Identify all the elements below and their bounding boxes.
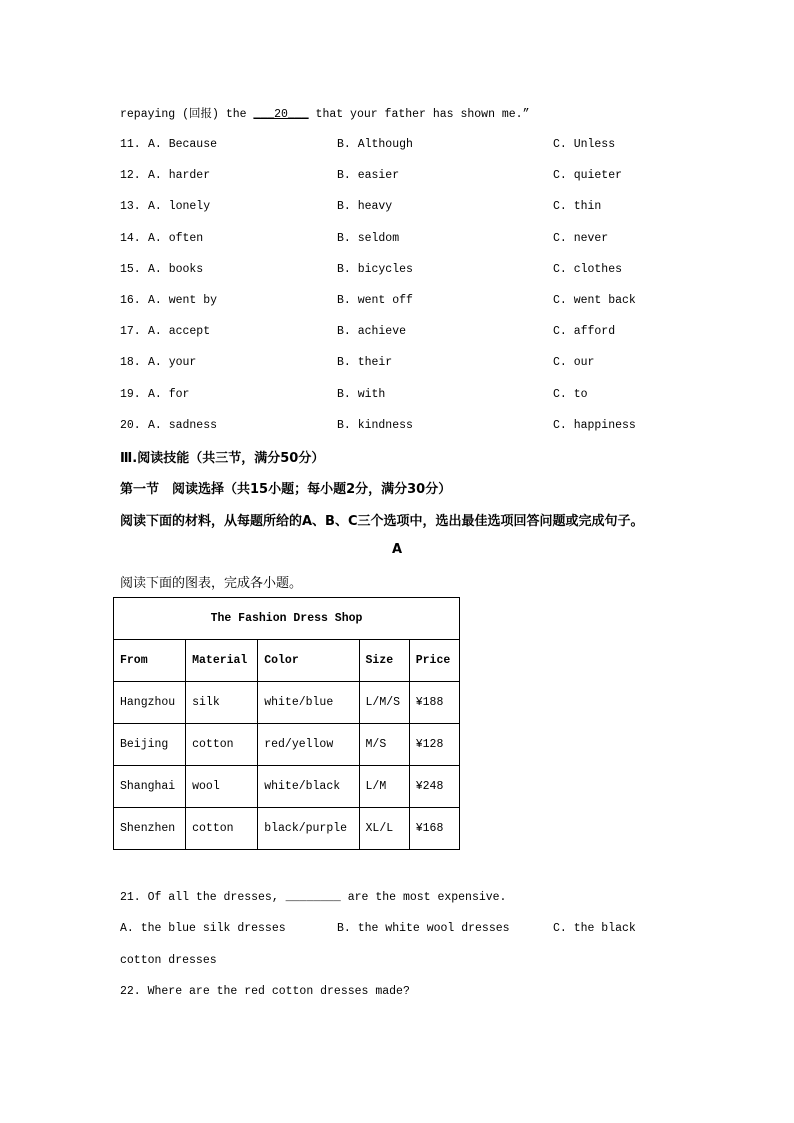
intro-text-end: that your father has shown me.” xyxy=(308,108,530,121)
option-b: B. heavy xyxy=(337,200,393,214)
table-cell: Beijing xyxy=(114,724,186,766)
question-number: 14. xyxy=(120,231,141,245)
table-row xyxy=(114,724,460,766)
option-a: A. your xyxy=(148,356,197,370)
question-number: 12. xyxy=(120,169,141,183)
table-cell: Shanghai xyxy=(114,766,186,808)
question-number: 16. xyxy=(120,294,141,307)
subsection-heading: 第一节 阅读选择（共15小题；每小题2分，满分30分） xyxy=(120,482,452,497)
option-a: A. sadness xyxy=(148,418,218,432)
q21-option-c: C. the black xyxy=(553,922,636,935)
question-22: 22. Where are the red cotton dresses made? xyxy=(120,985,410,998)
table-cell: XL/L xyxy=(359,808,409,850)
option-c: C. to xyxy=(553,387,588,401)
option-a: A. Because xyxy=(148,138,218,151)
option-c: C. thin xyxy=(553,200,602,214)
option-b: B. with xyxy=(337,387,386,401)
table-cell: L/M xyxy=(359,766,409,808)
question-number: 15. xyxy=(120,262,141,276)
blank-20: ___20___ xyxy=(253,108,309,121)
option-c: C. afford xyxy=(553,325,616,339)
option-c: C. went back xyxy=(553,294,636,307)
option-a: A. books xyxy=(148,262,204,276)
table-cell: red/yellow xyxy=(258,724,359,766)
table-cell: black/purple xyxy=(258,808,359,850)
table-cell: ¥188 xyxy=(409,682,459,724)
table-title: The Fashion Dress Shop xyxy=(114,598,460,640)
dress-shop-table xyxy=(113,597,460,850)
option-c: C. quieter xyxy=(553,169,623,183)
part-label: A xyxy=(392,542,403,557)
header-from: From xyxy=(114,640,186,682)
option-b: B. Although xyxy=(337,138,413,151)
table-cell: white/blue xyxy=(258,682,359,724)
option-b: B. went off xyxy=(337,294,413,307)
option-a: A. for xyxy=(148,387,190,401)
section-heading: Ⅲ.阅读技能（共三节，满分50分） xyxy=(120,451,325,466)
option-a: A. harder xyxy=(148,169,211,183)
option-c: C. never xyxy=(553,231,609,245)
table-cell: M/S xyxy=(359,724,409,766)
question-number: 19. xyxy=(120,387,141,401)
q21-option-b: B. the white wool dresses xyxy=(337,922,510,935)
table-cell: ¥248 xyxy=(409,766,459,808)
table-cell: Shenzhen xyxy=(114,808,186,850)
question-number: 13. xyxy=(120,200,141,214)
option-b: B. bicycles xyxy=(337,262,413,276)
option-c: C. clothes xyxy=(553,262,623,276)
option-c: C. Unless xyxy=(553,138,616,151)
table-cell: ¥128 xyxy=(409,724,459,766)
option-b: B. easier xyxy=(337,169,400,183)
question-number: 11. xyxy=(120,138,141,151)
option-b: B. seldom xyxy=(337,231,400,245)
option-a: A. lonely xyxy=(148,200,211,214)
instruction: 阅读下面的材料，从每题所给的A、B、C三个选项中，选出最佳选项回答问题或完成句子。 xyxy=(120,514,644,529)
table-header-row xyxy=(114,640,460,682)
table-row xyxy=(114,766,460,808)
passage-line xyxy=(120,105,529,121)
option-c: C. our xyxy=(553,356,595,370)
option-b: B. kindness xyxy=(337,418,413,432)
option-a: A. went by xyxy=(148,294,218,307)
question-21: 21. Of all the dresses, ________ are the most expensive. xyxy=(120,891,507,904)
table-cell: white/black xyxy=(258,766,359,808)
table-cell: silk xyxy=(186,682,258,724)
table-cell: cotton xyxy=(186,724,258,766)
question-number: 18. xyxy=(120,356,141,370)
header-color: Color xyxy=(258,640,359,682)
table-cell: L/M/S xyxy=(359,682,409,724)
question-number: 20. xyxy=(120,418,141,432)
option-a: A. accept xyxy=(148,325,211,339)
option-b: B. achieve xyxy=(337,325,407,339)
header-price: Price xyxy=(409,640,459,682)
q21-option-a: A. the blue silk dresses xyxy=(120,922,286,935)
intro-text: repaying (回报) the xyxy=(120,108,254,121)
question-number: 17. xyxy=(120,325,141,339)
table-cell: Hangzhou xyxy=(114,682,186,724)
part-instruction: 阅读下面的图表，完成各小题。 xyxy=(120,576,303,591)
table-cell: wool xyxy=(186,766,258,808)
table-row xyxy=(114,808,460,850)
option-c: C. happiness xyxy=(553,418,636,432)
option-b: B. their xyxy=(337,356,393,370)
table-cell: cotton xyxy=(186,808,258,850)
option-a: A. often xyxy=(148,231,204,245)
header-size: Size xyxy=(359,640,409,682)
header-material: Material xyxy=(186,640,258,682)
table-cell: ¥168 xyxy=(409,808,459,850)
q21-option-c-cont: cotton dresses xyxy=(120,954,217,967)
table-row xyxy=(114,682,460,724)
